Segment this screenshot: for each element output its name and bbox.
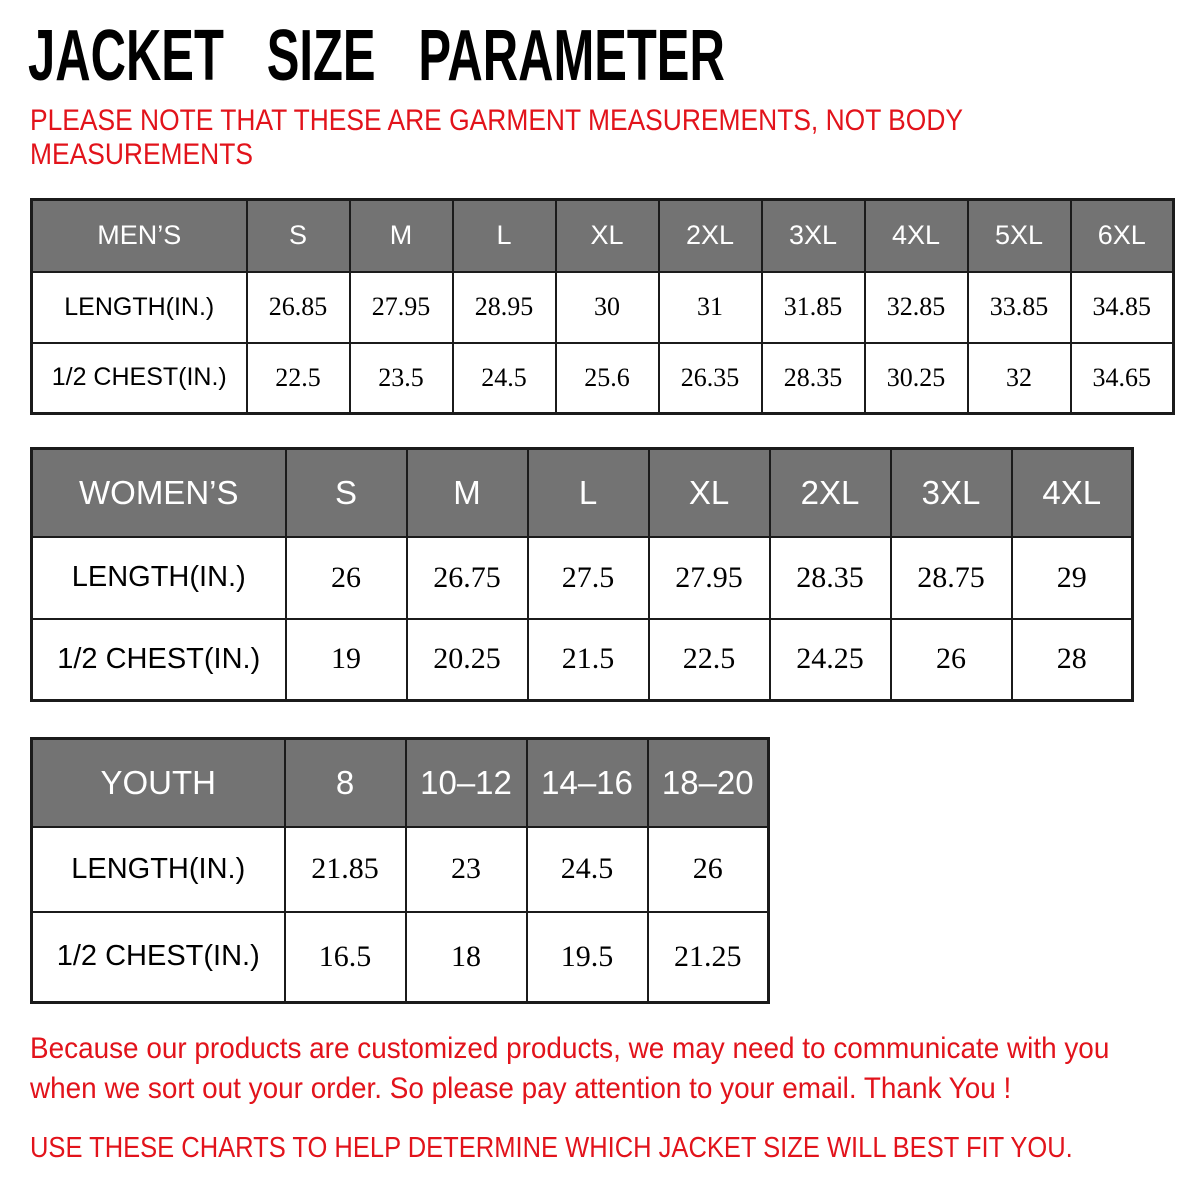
value-cell: 27.5 bbox=[528, 537, 649, 619]
value-cell: 19.5 bbox=[527, 912, 648, 1003]
youth-size-table bbox=[30, 737, 770, 1004]
value-cell: 26 bbox=[891, 619, 1012, 701]
value-cell: 27.95 bbox=[350, 272, 453, 343]
value-cell: 26 bbox=[648, 827, 769, 912]
page-title: JACKET SIZE PARAMETER bbox=[28, 16, 725, 96]
value-cell: 29 bbox=[1012, 537, 1133, 619]
table-title-cell: YOUTH bbox=[32, 739, 285, 827]
size-header-cell: M bbox=[407, 449, 528, 537]
value-cell: 22.5 bbox=[649, 619, 770, 701]
size-header-cell: 14–16 bbox=[527, 739, 648, 827]
size-header-cell: 2XL bbox=[659, 200, 762, 272]
note-line: Because our products are customized products, we may need to communicate with you bbox=[30, 1032, 1110, 1065]
value-cell: 23.5 bbox=[350, 343, 453, 414]
value-cell: 26.75 bbox=[407, 537, 528, 619]
value-cell: 25.6 bbox=[556, 343, 659, 414]
table-row bbox=[32, 537, 1133, 619]
size-header-cell: L bbox=[528, 449, 649, 537]
row-label-cell: LENGTH(IN.) bbox=[32, 537, 286, 619]
value-cell: 32.85 bbox=[865, 272, 968, 343]
mens-size-table bbox=[30, 198, 1175, 415]
size-header-cell: 10–12 bbox=[406, 739, 527, 827]
value-cell: 24.25 bbox=[770, 619, 891, 701]
row-label-cell: LENGTH(IN.) bbox=[32, 272, 247, 343]
value-cell: 21.25 bbox=[648, 912, 769, 1003]
size-header-cell: M bbox=[350, 200, 453, 272]
value-cell: 28.95 bbox=[453, 272, 556, 343]
garment-measurement-note bbox=[30, 104, 963, 172]
size-header-cell: 3XL bbox=[891, 449, 1012, 537]
size-header-cell: 6XL bbox=[1071, 200, 1174, 272]
value-cell: 20.25 bbox=[407, 619, 528, 701]
value-cell: 24.5 bbox=[527, 827, 648, 912]
womens-size-table bbox=[30, 447, 1134, 702]
table-row bbox=[32, 827, 769, 912]
note-line: MEASUREMENTS bbox=[30, 138, 253, 171]
value-cell: 21.85 bbox=[285, 827, 406, 912]
row-label-cell: 1/2 CHEST(IN.) bbox=[32, 912, 285, 1003]
size-header-cell: 18–20 bbox=[648, 739, 769, 827]
value-cell: 33.85 bbox=[968, 272, 1071, 343]
value-cell: 28.35 bbox=[770, 537, 891, 619]
value-cell: 34.65 bbox=[1071, 343, 1174, 414]
size-header-cell: S bbox=[247, 200, 350, 272]
value-cell: 26 bbox=[286, 537, 407, 619]
value-cell: 30.25 bbox=[865, 343, 968, 414]
note-line: PLEASE NOTE THAT THESE ARE GARMENT MEASUREMENTS, NOT BODY bbox=[30, 104, 964, 137]
customization-note bbox=[30, 1029, 1109, 1109]
size-header-cell: 5XL bbox=[968, 200, 1071, 272]
size-header-cell: XL bbox=[649, 449, 770, 537]
row-label-cell: LENGTH(IN.) bbox=[32, 827, 285, 912]
size-header-cell: 3XL bbox=[762, 200, 865, 272]
value-cell: 34.85 bbox=[1071, 272, 1174, 343]
size-header-cell: 2XL bbox=[770, 449, 891, 537]
value-cell: 22.5 bbox=[247, 343, 350, 414]
value-cell: 21.5 bbox=[528, 619, 649, 701]
table-row bbox=[32, 912, 769, 1003]
value-cell: 24.5 bbox=[453, 343, 556, 414]
value-cell: 31.85 bbox=[762, 272, 865, 343]
value-cell: 23 bbox=[406, 827, 527, 912]
size-header-cell: XL bbox=[556, 200, 659, 272]
size-header-cell: 8 bbox=[285, 739, 406, 827]
value-cell: 26.85 bbox=[247, 272, 350, 343]
value-cell: 26.35 bbox=[659, 343, 762, 414]
table-row bbox=[32, 272, 1174, 343]
size-header-cell: S bbox=[286, 449, 407, 537]
fit-advice-note: USE THESE CHARTS TO HELP DETERMINE WHICH JACKET SIZE WILL BEST FIT YOU. bbox=[30, 1132, 1073, 1164]
table-row bbox=[32, 343, 1174, 414]
value-cell: 16.5 bbox=[285, 912, 406, 1003]
table-title-cell: MEN’S bbox=[32, 200, 247, 272]
size-header-cell: L bbox=[453, 200, 556, 272]
value-cell: 30 bbox=[556, 272, 659, 343]
row-label-cell: 1/2 CHEST(IN.) bbox=[32, 619, 286, 701]
value-cell: 27.95 bbox=[649, 537, 770, 619]
table-row bbox=[32, 619, 1133, 701]
size-header-cell: 4XL bbox=[865, 200, 968, 272]
size-header-cell: 4XL bbox=[1012, 449, 1133, 537]
row-label-cell: 1/2 CHEST(IN.) bbox=[32, 343, 247, 414]
value-cell: 28.75 bbox=[891, 537, 1012, 619]
note-line: when we sort out your order. So please pay attention to your email. Thank You ! bbox=[30, 1072, 1012, 1105]
value-cell: 18 bbox=[406, 912, 527, 1003]
value-cell: 32 bbox=[968, 343, 1071, 414]
value-cell: 19 bbox=[286, 619, 407, 701]
value-cell: 31 bbox=[659, 272, 762, 343]
table-title-cell: WOMEN’S bbox=[32, 449, 286, 537]
value-cell: 28.35 bbox=[762, 343, 865, 414]
value-cell: 28 bbox=[1012, 619, 1133, 701]
